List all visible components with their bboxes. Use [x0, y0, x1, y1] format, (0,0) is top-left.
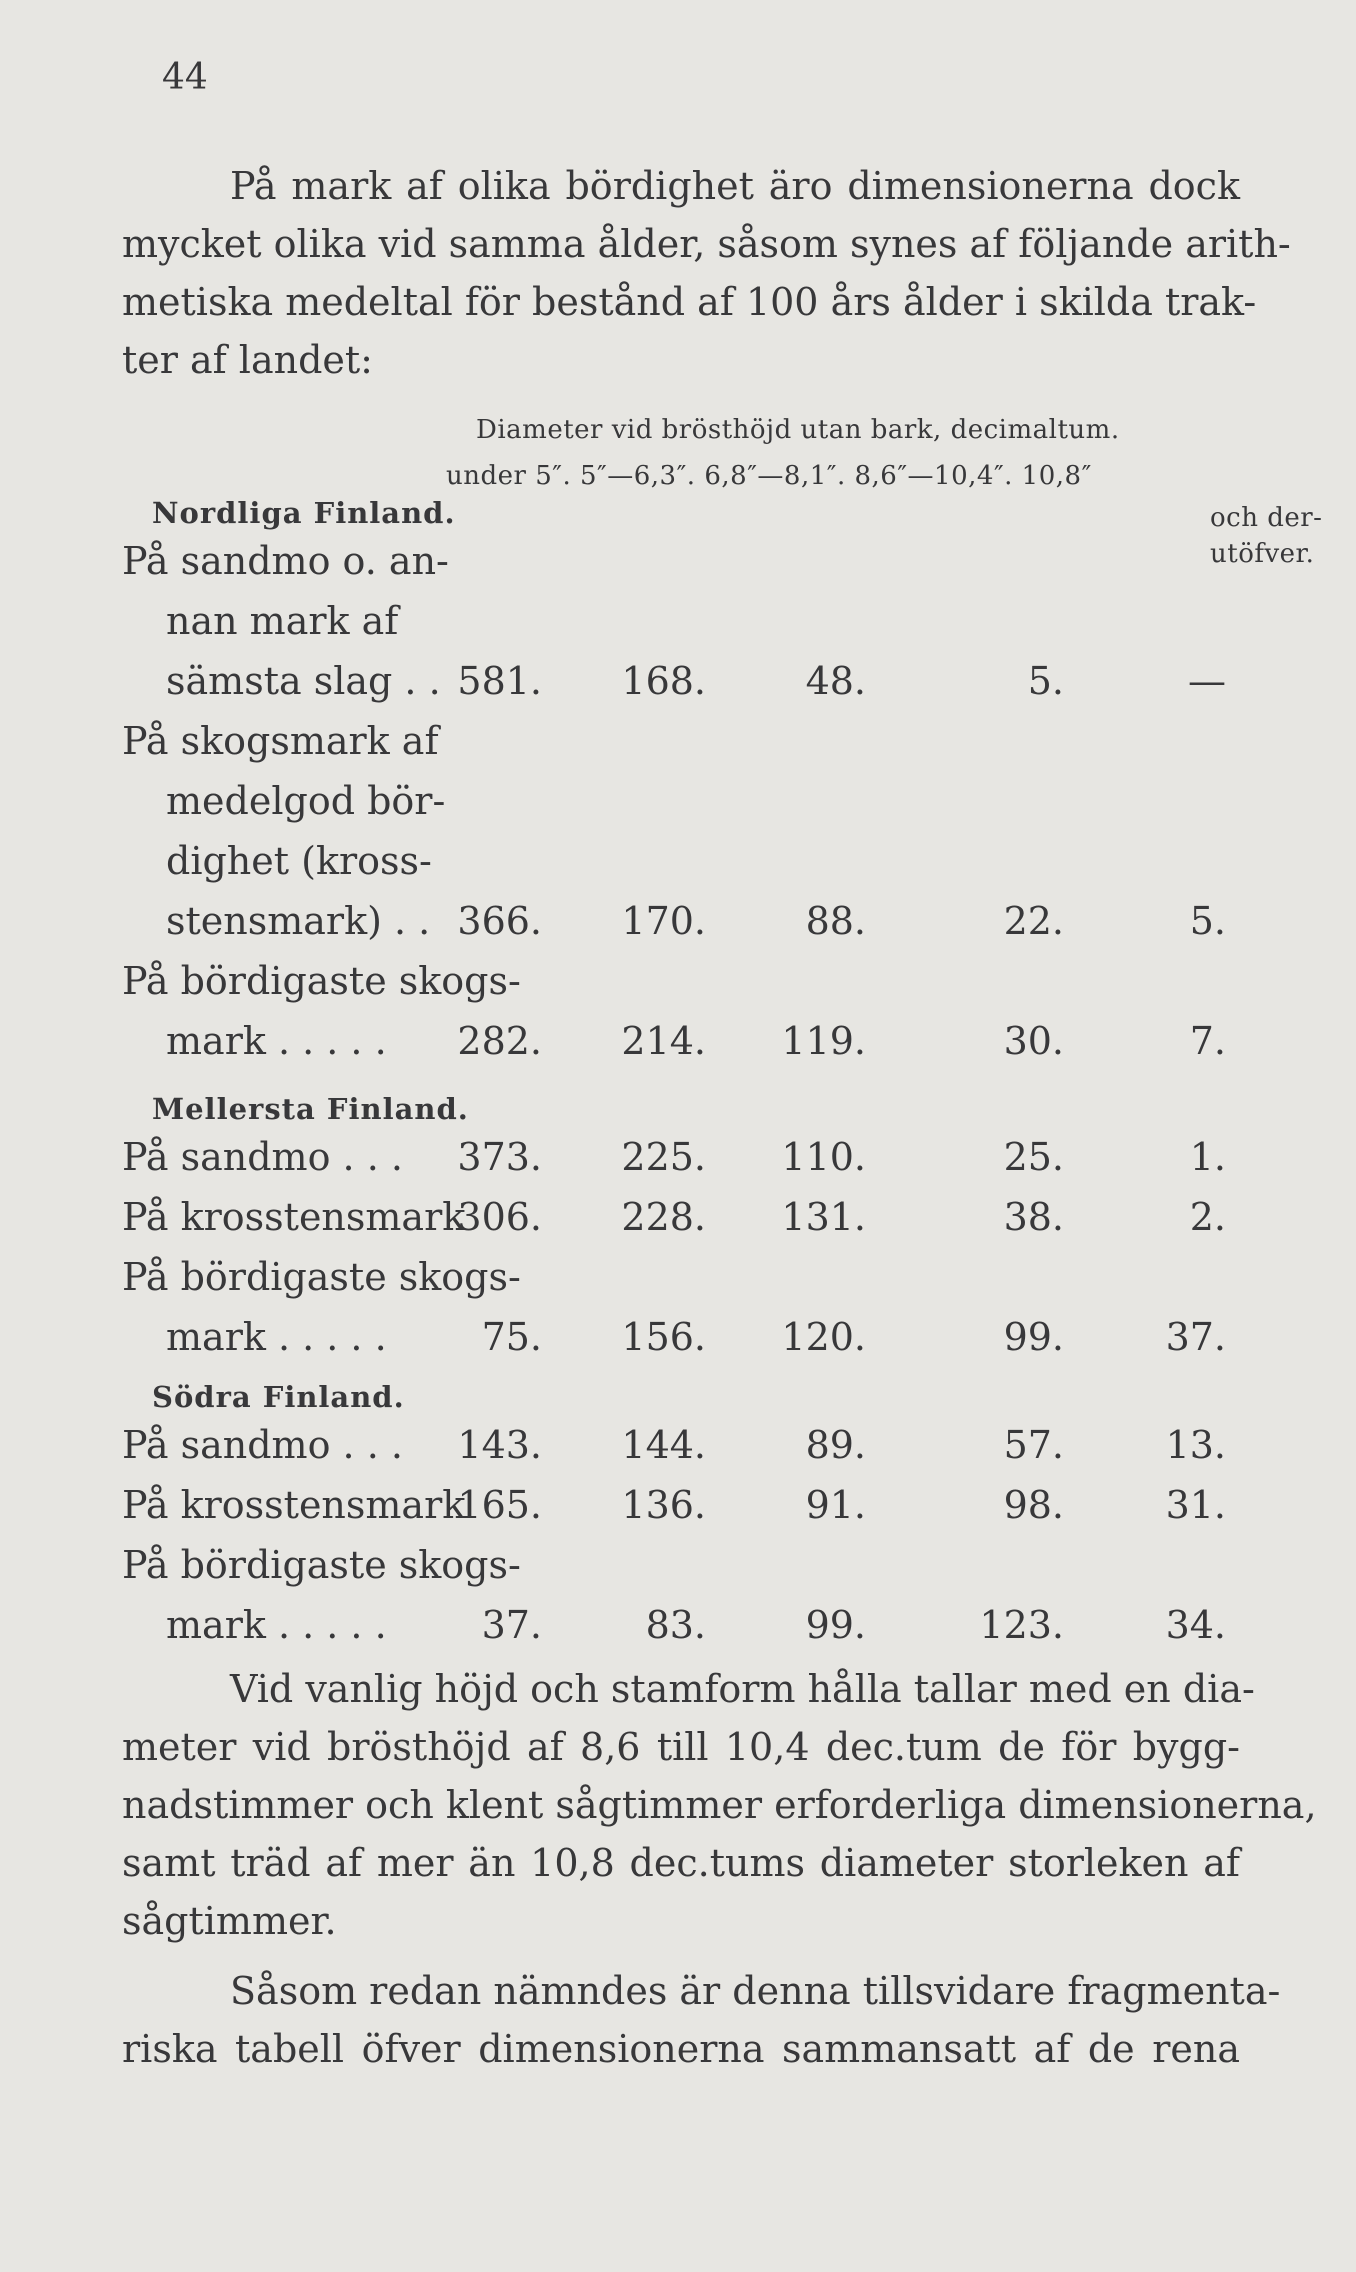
table-cell: 366.: [457, 899, 542, 943]
row-label-line: nan mark af: [166, 599, 399, 643]
table-cell: 120.: [781, 1315, 866, 1359]
table-cell: 228.: [621, 1195, 706, 1239]
table-cell: 225.: [621, 1135, 706, 1179]
table-cell: 170.: [621, 899, 706, 943]
table-cell: 123.: [979, 1603, 1064, 1647]
table-cell: 25.: [1003, 1135, 1064, 1179]
table-cell: 34.: [1165, 1603, 1226, 1647]
table-cell: 13.: [1165, 1423, 1226, 1467]
table-cell: 110.: [781, 1135, 866, 1179]
text-line: meter vid brösthöjd af 8,6 till 10,4 dec.tum de för bygg-: [122, 1725, 1240, 1769]
row-label-line: På krosstensmark: [122, 1195, 466, 1239]
text-line: samt träd af mer än 10,8 dec.tums diameter storleken af: [122, 1841, 1240, 1885]
table-column-ranges: under 5″. 5″—6,3″. 6,8″—8,1″. 8,6″—10,4″. 10,8″: [446, 461, 1092, 491]
table-cell: 131.: [781, 1195, 866, 1239]
table-cell: 57.: [1003, 1423, 1064, 1467]
table-cell: 83.: [645, 1603, 706, 1647]
table-cell: 98.: [1003, 1483, 1064, 1527]
row-label-line: På krosstensmark: [122, 1483, 466, 1527]
table-cell: —: [1188, 659, 1226, 703]
page-number: 44: [162, 57, 208, 98]
row-label-line: På sandmo . . .: [122, 1423, 403, 1467]
table-cell: 31.: [1165, 1483, 1226, 1527]
table-cell: 144.: [621, 1423, 706, 1467]
table-cell: 91.: [805, 1483, 866, 1527]
table-cell: 89.: [805, 1423, 866, 1467]
region-heading: Södra Finland.: [152, 1380, 405, 1414]
table-cell: 5.: [1027, 659, 1064, 703]
table-cell: 136.: [621, 1483, 706, 1527]
region-heading: Nordliga Finland.: [152, 496, 456, 530]
table-cell: 38.: [1003, 1195, 1064, 1239]
row-label-line: På sandmo . . .: [122, 1135, 403, 1179]
row-label-line: stensmark) . .: [166, 899, 431, 943]
table-cell: 306.: [457, 1195, 542, 1239]
table-cell: 88.: [805, 899, 866, 943]
paragraph-2: [122, 1660, 1317, 1950]
table-cell: 1.: [1189, 1135, 1226, 1179]
table-cell: 22.: [1003, 899, 1064, 943]
table-cell: 99.: [1003, 1315, 1064, 1359]
table-cell: 119.: [781, 1019, 866, 1063]
table-cell: 581.: [457, 659, 542, 703]
text-line: riska tabell öfver dimensionerna sammansatt af de rena: [122, 2027, 1240, 2071]
row-label-line: På skogsmark af: [122, 719, 439, 763]
row-label-line: mark . . . . .: [166, 1315, 387, 1359]
row-label-line: På sandmo o. an-: [122, 539, 449, 583]
table-cell: 7.: [1189, 1019, 1226, 1063]
row-label-line: På bördigaste skogs-: [122, 1255, 521, 1299]
table-cell: 37.: [481, 1603, 542, 1647]
table-cell: 282.: [457, 1019, 542, 1063]
text-line: På mark af olika bördighet äro dimensionerna dock: [230, 164, 1240, 208]
table-cell: 37.: [1165, 1315, 1226, 1359]
table-cell: 5.: [1189, 899, 1226, 943]
table-cell: 48.: [805, 659, 866, 703]
region-heading: Mellersta Finland.: [152, 1092, 469, 1126]
paragraph-3: [122, 1962, 1281, 2078]
table-title: Diameter vid brösthöjd utan bark, decimaltum.: [476, 415, 1120, 445]
row-label-line: mark . . . . .: [166, 1019, 387, 1063]
text-line: Såsom redan nämndes är denna tillsvidare fragmenta-: [230, 1969, 1281, 2013]
text-line: nadstimmer och klent sågtimmer erforderliga dimensionerna,: [122, 1783, 1317, 1827]
table-cell: 168.: [621, 659, 706, 703]
text-line: metiska medeltal för bestånd af 100 års ålder i skilda trak-: [122, 280, 1257, 324]
row-label-line: dighet (kross-: [166, 839, 432, 883]
row-label-line: medelgod bör-: [166, 779, 446, 823]
table-cell: 143.: [457, 1423, 542, 1467]
table-cell: 373.: [457, 1135, 542, 1179]
row-label-line: mark . . . . .: [166, 1603, 387, 1647]
row-label-line: På bördigaste skogs-: [122, 1543, 521, 1587]
text-line: Vid vanlig höjd och stamform hålla tallar med en dia-: [230, 1667, 1255, 1711]
text-line: sågtimmer.: [122, 1899, 337, 1943]
table-cell: 2.: [1189, 1195, 1226, 1239]
table-cell: 156.: [621, 1315, 706, 1359]
row-label-line: På bördigaste skogs-: [122, 959, 521, 1003]
table-cell: 214.: [621, 1019, 706, 1063]
table-cell: 75.: [481, 1315, 542, 1359]
last-col-line2: och der-: [1210, 503, 1323, 533]
last-col-line3: utöfver.: [1210, 539, 1315, 569]
text-line: ter af landet:: [122, 338, 373, 382]
table-cell: 165.: [457, 1483, 542, 1527]
table-cell: 30.: [1003, 1019, 1064, 1063]
text-line: mycket olika vid samma ålder, såsom synes af följande arith-: [122, 222, 1291, 266]
row-label-line: sämsta slag . .: [166, 659, 441, 703]
table-cell: 99.: [805, 1603, 866, 1647]
